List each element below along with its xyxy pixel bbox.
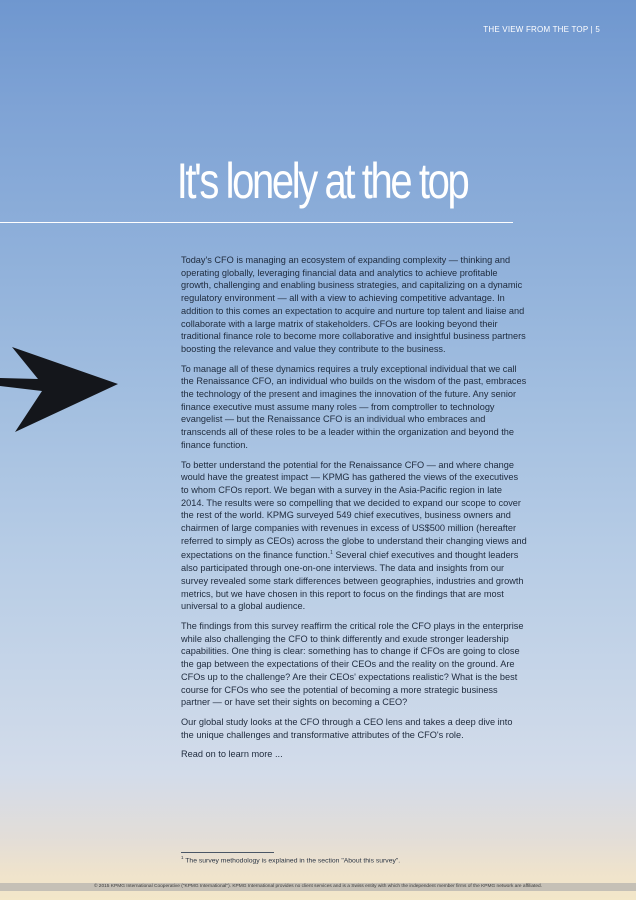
paragraph-read-on: Read on to learn more ... bbox=[181, 749, 283, 760]
article-body bbox=[181, 254, 527, 768]
footnote-ref: 1 bbox=[330, 550, 333, 557]
paragraph-study: Our global study looks at the CFO through a CEO lens and takes a deep dive into the unique challenges and transformative attributes of the CFO's role. bbox=[181, 716, 513, 740]
survey-text-start: To better understand the potential for the Renaissance CFO — and where change would have the greatest impact — KPMG has gathered the views of the executives to whom CFOs report. We began with a survey in the Asia-Pacific region in late 2014. The results were so compelling that we decided to expand our scope to cover the rest of the world. KPMG surveyed 549 chief executives, business owners and chairmen of large companies with revenues in excess of US$500 million (hereafter referred to simply as CEOs) across the globe to understand their changing views and expectations on the finance function. bbox=[181, 459, 527, 561]
footnote bbox=[181, 855, 601, 864]
footnote-text: The survey methodology is explained in the section "About this survey". bbox=[183, 857, 401, 865]
footnote-marker: 1 bbox=[181, 855, 184, 860]
paragraph-renaissance: To manage all of these dynamics requires a truly exceptional individual that we call the Renaissance CFO, an individual who builds on the wisdom of the past, embraces the technology of the present and imagines the innovation of the future. Any senior finance executive must assume many roles — from comptroller to technology evangelist — but the Renaissance CFO is an individual who embraces and transcends all of these roles to be a leader within the organization and beyond the finance function. bbox=[181, 363, 527, 450]
survey-text-end: Several chief executives and thought leaders also participated through one-on-one interviews. The data and insights from our survey revealed some stark differences between geographies, industries and growth metrics, but we have chosen in this report to focus on the findings that are most universal to a global audience. bbox=[181, 550, 524, 612]
paragraph-findings: The findings from this survey reaffirm the critical role the CFO plays in the enterprise while also challenging the CFO to think differently and exude stronger leadership capabilities. One thing is clear: something has to change if CFOs are going to close the gap between the expectations of their CEOs and the reality on the ground. Are CFOs up to the challenge? Are their CEOs' expectations realistic? What is the best course for CFOs who see the potential of becoming a more strategic business partner — or have set their sights on becoming a CEO? bbox=[181, 621, 524, 708]
running-header: THE VIEW FROM THE TOP | 5 bbox=[483, 25, 600, 34]
title-divider bbox=[0, 222, 513, 223]
page-title: It's lonely at the top bbox=[176, 153, 468, 209]
arrow-icon bbox=[0, 345, 120, 435]
footnote-divider bbox=[181, 852, 274, 853]
copyright-notice: © 2015 KPMG International Cooperative ("KPMG International"). KPMG International provides no client services and is a Swiss entity with which the independent member firms of the KPMG network are affiliated. bbox=[93, 884, 543, 889]
paragraph-survey bbox=[181, 459, 527, 614]
paragraph-intro: Today's CFO is managing an ecosystem of expanding complexity — thinking and operating globally, leveraging financial data and analytics to achieve profitable growth, challenging and enabling business strategies, and capitalizing on a dynamic regulatory environment — all with a view to achieving competitive advantage. In addition to this comes an expectation to acquire and nurture top talent and liaise and collaborate with a large matrix of stakeholders. CFOs are looking beyond their traditional finance role to become more collaborative and insightful business partners boosting the relevance and value they contribute to the business. bbox=[181, 255, 526, 354]
